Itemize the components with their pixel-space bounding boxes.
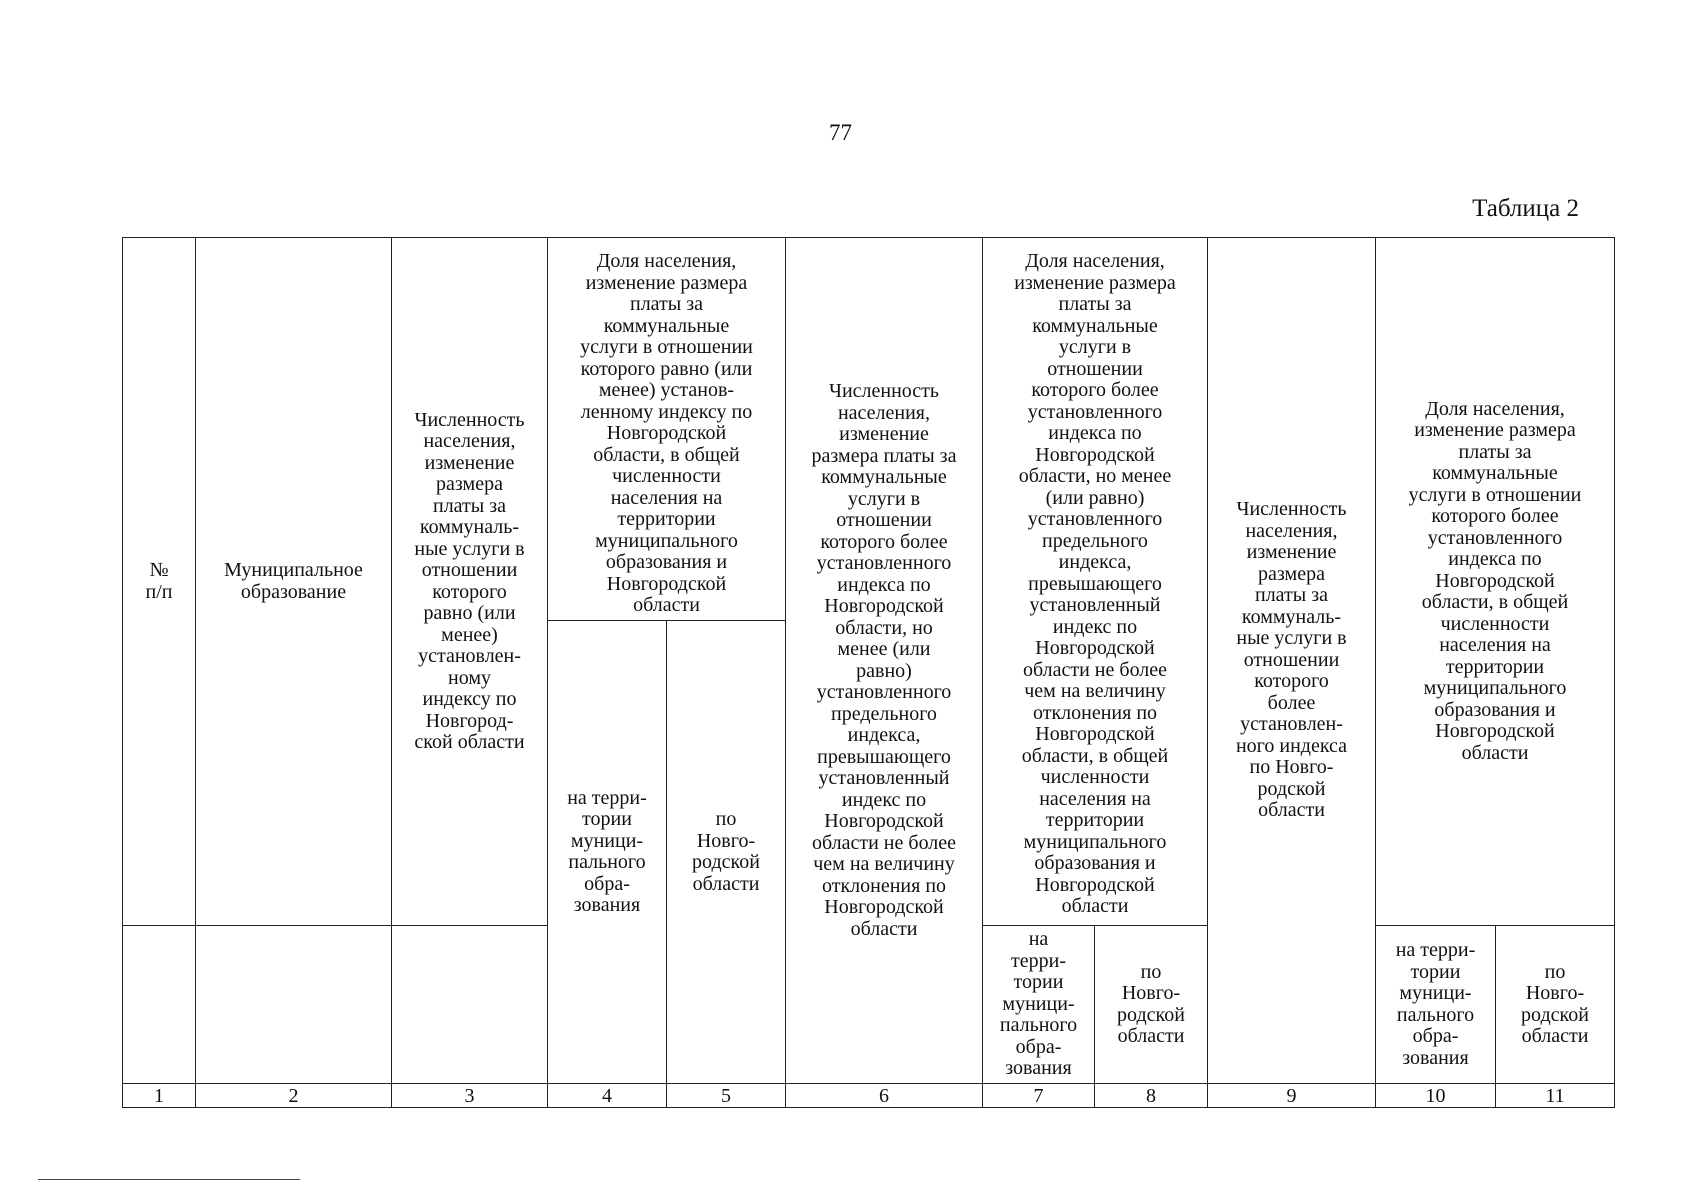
column-number: 8 — [1095, 1084, 1208, 1108]
column-number: 11 — [1496, 1084, 1615, 1108]
header-share-equal-index: Доля населения, изменение размера платы за коммунальные услуги в отношении которого равно (или менее) установ- ленному индексу по Новгородской области, в общей численности населения на территории муниципального образования и Новгородской области — [548, 238, 786, 621]
header-municipality-cont — [196, 926, 392, 1084]
header-population-equal-index-cont — [392, 926, 548, 1084]
header-share-above-region: по Новго- родской области — [1496, 926, 1615, 1084]
column-number: 6 — [786, 1084, 983, 1108]
header-share-above-limit-municipality: на терри- тории муници- пального обра- зования — [983, 926, 1095, 1084]
column-number: 10 — [1376, 1084, 1496, 1108]
header-population-equal-index: Численность населения, изменение размера платы за коммуналь- ные услуги в отношении которого равно (или менее) установлен- ному индексу по Новгород- ской области — [392, 238, 548, 926]
header-share-above-municipality: на терри- тории муници- пального обра- зования — [1376, 926, 1496, 1084]
column-number: 2 — [196, 1084, 392, 1108]
column-number: 9 — [1208, 1084, 1376, 1108]
data-table — [122, 237, 1615, 1108]
header-population-above-index-within-limit: Численность населения, изменение размера платы за коммунальные услуги в отношении которого более установленного индекса по Новгородской области, но менее (или равно) установленного предельного индекса, превышающего установленный индекс по Новгородской области не более чем на величину отклонения по Новгородской области — [786, 238, 983, 1084]
header-share-equal-municipality: на терри- тории муници- пального обра- зования — [548, 621, 667, 1084]
column-number: 3 — [392, 1084, 548, 1108]
header-share-equal-region: по Новго- родской области — [667, 621, 786, 1084]
header-row-number-cont — [123, 926, 196, 1084]
header-share-above-index: Доля населения, изменение размера платы за коммунальные услуги в отношении которого более установленного индекса по Новгородской области, в общей численности населения на территории муниципального образования и Новгородской области — [1376, 238, 1615, 926]
page-number: 77 — [829, 120, 852, 145]
table-caption: Таблица 2 — [1472, 195, 1579, 222]
header-share-above-index-within-limit: Доля населения, изменение размера платы за коммунальные услуги в отношении которого более установленного индекса по Новгородской области, но менее (или равно) установленного предельного индекса, превышающего установленный индекс по Новгородской области не более чем на величину отклонения по Новгородской области, в общей численности населения на территории муниципального образования и Новгородской области — [983, 238, 1208, 926]
header-share-above-limit-region: по Новго- родской области — [1095, 926, 1208, 1084]
column-number: 7 — [983, 1084, 1095, 1108]
column-number: 4 — [548, 1084, 667, 1108]
header-row-number: № п/п — [123, 238, 196, 926]
header-municipality: Муниципальное образование — [196, 238, 392, 926]
header-population-above-index: Численность населения, изменение размера платы за коммуналь- ные услуги в отношении которого более установлен- ного индекса по Новго- родской области — [1208, 238, 1376, 1084]
column-number: 5 — [667, 1084, 786, 1108]
column-number: 1 — [123, 1084, 196, 1108]
footnote-rule — [38, 1179, 300, 1180]
